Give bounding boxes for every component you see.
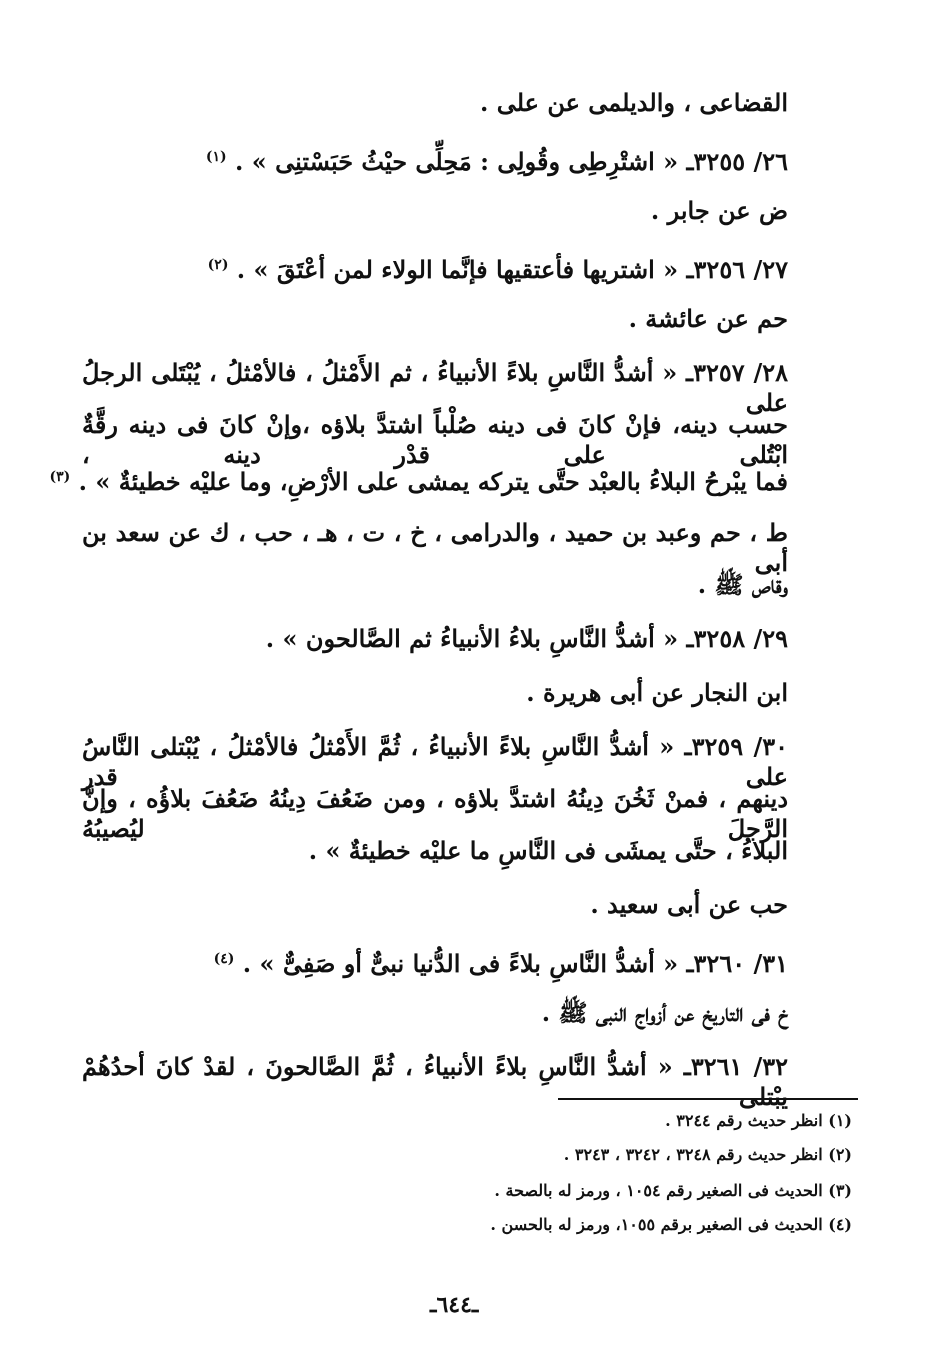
hadith-line: ٣٢/ ٣٢٦١ـ « أشدُّ النَّاسِ بلاءً الأنبياءُ ، ثُمَّ الصَّالحونَ ، لقدْ كانَ أحدُهُمْ يبْتلى xyxy=(82,1052,788,1111)
source-line: ض عن جابر . xyxy=(650,196,788,225)
source-line: وقاص ﷺ . xyxy=(697,570,788,599)
footnote-ref: (١) xyxy=(205,149,227,165)
hadith-line: حسب دينه، فإنْ كانَ فى دينه صُلْباً اشتدَّ بلاؤه ،وإنْ كانَ فى دينه رقَّةٌ ابْتُلى على قدْر دينه ، xyxy=(82,410,788,469)
hadith-text: ٢٧/ ٣٢٥٦ـ « اشتريها فأعتقيها فإنَّما الولاء لمن أعْتَقَ » . xyxy=(228,255,788,284)
source-line: حم عن عائشة . xyxy=(628,304,788,333)
page-number: ـ٦٤٤ـ xyxy=(430,1292,479,1318)
hadith-text: فما يبْرحُ البلاءُ بالعبْد حتَّى يتركه يمشى على الأرْضِ، وما عليْه خطيئةٌ » . xyxy=(70,467,788,496)
footnote-ref: (٤) xyxy=(213,951,235,967)
hadith-line xyxy=(206,142,788,177)
source-line: ط ، حم وعبد بن حميد ، والدرامى ، خ ، ت ، هـ ، حب ، ك عن سعد بن أبى xyxy=(82,518,788,577)
text-line: القضاعى ، والديلمى عن على . xyxy=(480,88,788,117)
hadith-line: البلاءُ ، حتَّى يمشَى فى النَّاسِ ما عليْه خطيئةٌ » . xyxy=(308,836,788,865)
hadith-line: ٣٠/ ٣٢٥٩ـ « أشدُّ النَّاسِ بلاءً الأنبياءُ ، ثُمَّ الأَمْثلُ فالأمْثلُ ، يُبْتلى النَّاسُ على قدر xyxy=(82,732,788,791)
hadith-text: ٢٦/ ٣٢٥٥ـ « اشتْرِطِى وقُولِى : مَحِلِّى حيْثُ حَبَسْتنِى » . xyxy=(226,147,788,176)
hadith-line xyxy=(50,462,788,497)
hadith-line: ٢٨/ ٣٢٥٧ـ « أشدُّ النَّاسِ بلاءً الأنبياءُ ، ثم الأَمْثلُ ، فالأمْثلُ ، يُبْتَلى الرجلُ على xyxy=(82,358,789,417)
source-line: حب عن أبى سعيد . xyxy=(590,890,788,919)
source-line: ابن النجار عن أبى هريرة . xyxy=(526,678,788,707)
hadith-line xyxy=(208,250,788,285)
hadith-line: دينهم ، فمنْ ثَخُنَ دِينُهُ اشتدَّ بلاؤه ، ومن ضَعُفَ دِينُهُ ضَعُفَ بلاؤُه ، وإنَّ الرَّجلَ ليُصيبُهُ xyxy=(82,784,788,843)
hadith-text: ٣١/ ٣٢٦٠ـ « أشدُّ النَّاسِ بلاءً فى الدُّنيا نبىٌّ أو صَفِىٌّ » . xyxy=(234,949,788,978)
hadith-line xyxy=(214,944,788,979)
footnote: (٢) انظر حديث رقم ٣٢٤٨ ، ٣٢٤٢ ، ٣٢٤٣ . xyxy=(563,1145,852,1164)
footnote: (٤) الحديث فى الصغير برقم ١٠٥٥، ورمز له بالحسن . xyxy=(490,1215,852,1234)
footnote-divider xyxy=(558,1098,858,1100)
footnote: (١) انظر حديث رقم ٣٢٤٤ . xyxy=(665,1111,852,1130)
source-line: خ فى التاريخ عن أزواج النبى ﷺ . xyxy=(541,998,788,1027)
footnote-ref: (٢) xyxy=(207,257,229,273)
footnote-ref: (٣) xyxy=(49,469,71,485)
hadith-line: ٢٩/ ٣٢٥٨ـ « أشدُّ النَّاسِ بلاءُ الأنبياءُ ثم الصَّالحون » . xyxy=(265,624,788,653)
footnote: (٣) الحديث فى الصغير رقم ١٠٥٤ ، ورمز له بالصحة . xyxy=(494,1181,852,1200)
